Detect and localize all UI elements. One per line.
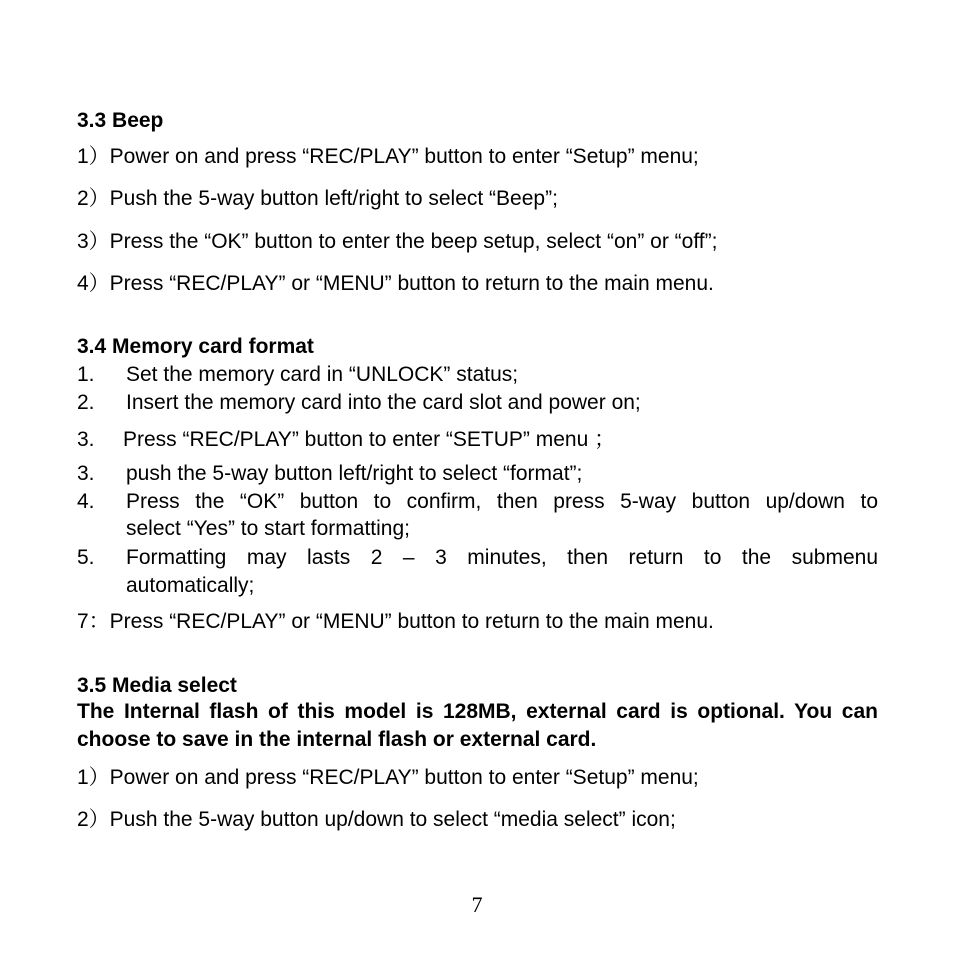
beep-step-4: 4）Press “REC/PLAY” or “MENU” button to return to the main menu. <box>77 272 714 295</box>
list-item-text: Formatting may lasts 2 – 3 minutes, then return to the submenu <box>126 546 878 569</box>
list-item-text-continued: automatically; <box>126 574 255 597</box>
list-item-number: 3. <box>77 462 95 485</box>
memory-format-final-step: 7：Press “REC/PLAY” or “MENU” button to return to the main menu. <box>77 610 714 633</box>
media-select-intro: The Internal flash of this model is 128MB, external card is optional. You can choose to save in the internal flash or external card. <box>77 700 878 751</box>
list-item-number: 4. <box>77 490 95 513</box>
beep-step-3: 3）Press the “OK” button to enter the beep setup, select “on” or “off”; <box>77 230 718 253</box>
list-item-number: 3. <box>77 428 95 451</box>
list-item-text: Set the memory card in “UNLOCK” status; <box>126 363 519 386</box>
list-item-text: Press “REC/PLAY” button to enter “SETUP” menu ； <box>123 428 616 451</box>
list-item-text: Press the “OK” button to confirm, then press 5-way button up/down to <box>126 490 878 513</box>
list-item-number: 1. <box>77 363 95 386</box>
page-number: 7 <box>471 892 483 917</box>
list-item-number: 2. <box>77 391 95 414</box>
list-item-text-continued: select “Yes” to start formatting; <box>126 517 411 540</box>
list-item-text: Insert the memory card into the card slot and power on; <box>126 391 641 414</box>
section-heading-media-select: 3.5 Media select <box>77 674 237 697</box>
list-item-text: push the 5-way button left/right to select “format”; <box>126 462 583 485</box>
beep-step-1: 1）Power on and press “REC/PLAY” button to enter “Setup” menu; <box>77 145 699 168</box>
media-select-step-1: 1）Power on and press “REC/PLAY” button to enter “Setup” menu; <box>77 766 699 789</box>
media-select-step-2: 2）Push the 5-way button up/down to select “media select” icon; <box>77 808 676 831</box>
beep-step-2: 2）Push the 5-way button left/right to select “Beep”; <box>77 187 558 210</box>
section-heading-memory-card-format: 3.4 Memory card format <box>77 335 314 358</box>
section-heading-beep: 3.3 Beep <box>77 109 164 132</box>
list-item-number: 5. <box>77 546 95 569</box>
